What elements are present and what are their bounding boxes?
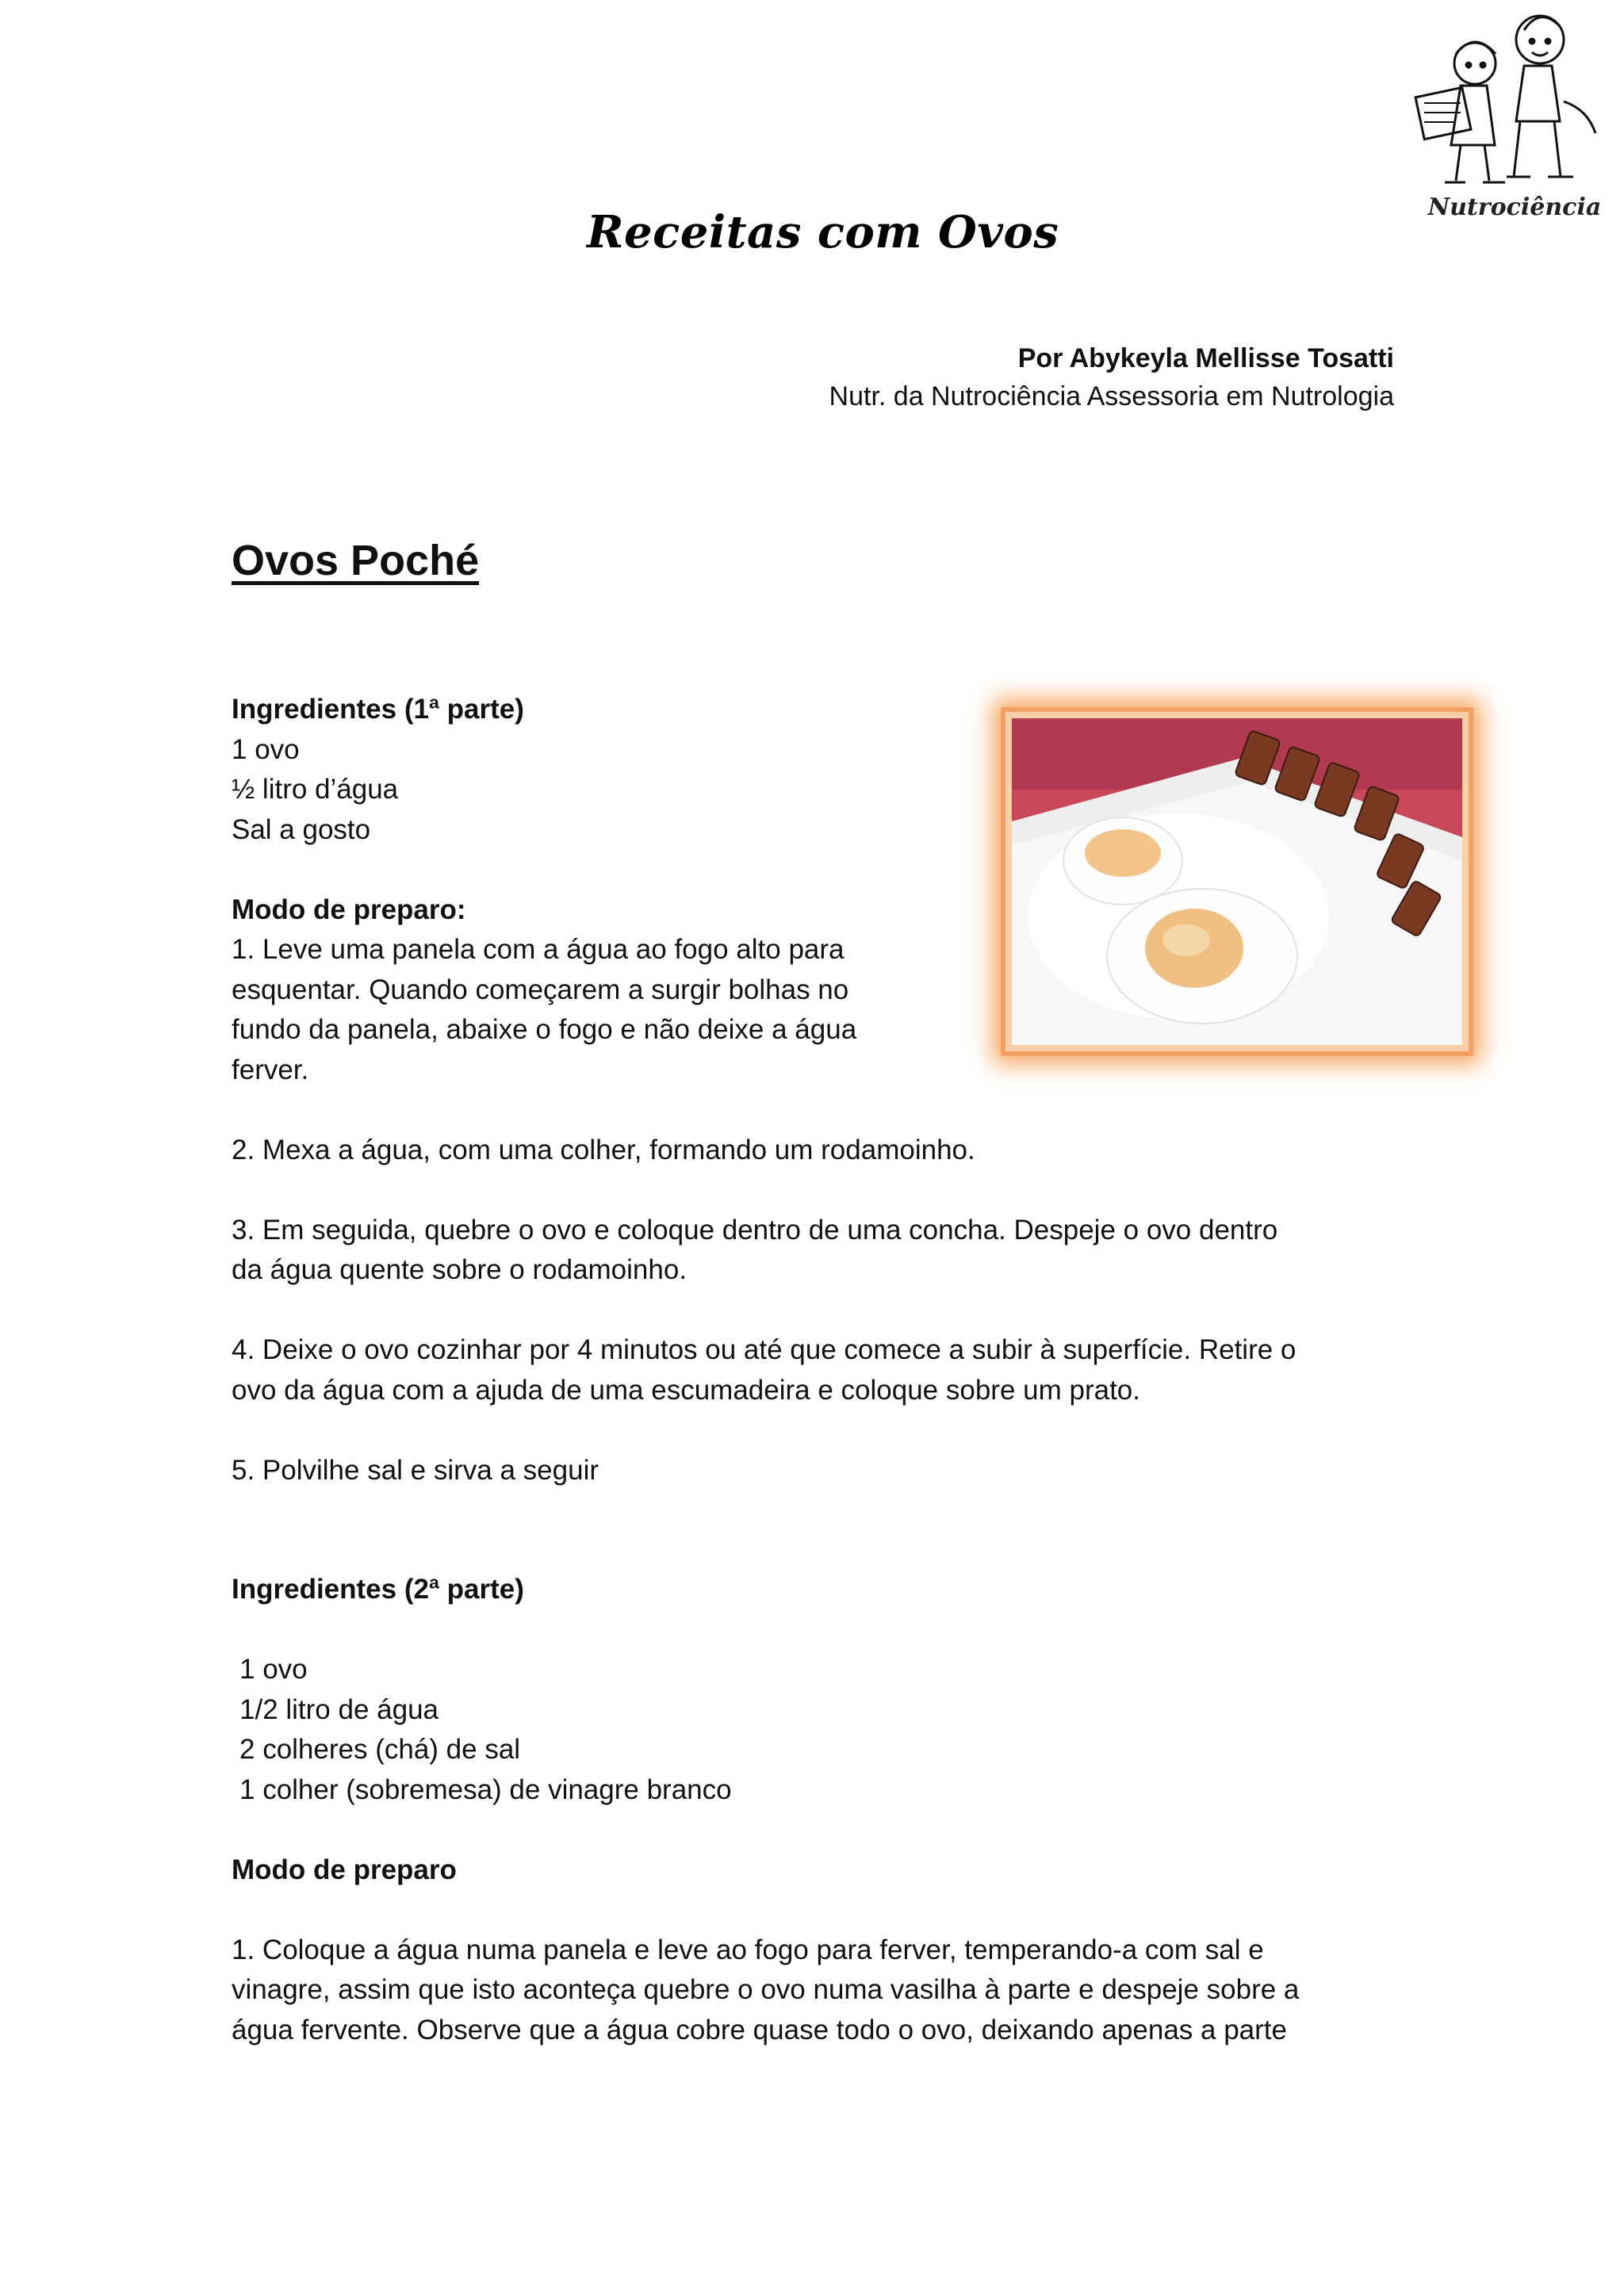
poached-egg-photo [1012, 718, 1462, 1045]
step-line: ovo da água com a ajuda de uma escumadeira e coloque sobre um prato. [232, 1374, 1140, 1406]
step-line: 2. Mexa a água, com uma colher, formando um rodamoinho. [232, 1134, 975, 1165]
step-line: 5. Polvilhe sal e sirva a seguir [232, 1454, 599, 1486]
ingredient-item: 1 ovo [239, 1654, 308, 1685]
step-line: 3. Em seguida, quebre o ovo e coloque dentro de uma concha. Despeje o ovo dentro [232, 1214, 1278, 1246]
author-affiliation: Nutr. da Nutrociência Assessoria em Nutrologia [829, 381, 1394, 411]
ingredient-item: Sal a gosto [232, 813, 371, 845]
recipe-title: Ovos Poché [232, 537, 480, 584]
step-line: água fervente. Observe que a água cobre quase todo o ovo, deixando apenas a parte [232, 2014, 1287, 2045]
step-line: 1. Coloque a água numa panela e leve ao fogo para ferver, temperando-a com sal e [232, 1934, 1264, 1965]
poached-egg-photo-frame [1001, 707, 1473, 1056]
ingredient-item: 1 ovo [232, 733, 300, 765]
step-line: ferver. [232, 1054, 309, 1085]
step-line: 4. Deixe o ovo cozinhar por 4 minutos ou até que comece a subir à superfície. Retire o [232, 1334, 1297, 1365]
ingredient-item: 2 colheres (chá) de sal [239, 1734, 521, 1765]
byline [829, 339, 1394, 415]
author-name: Por Abykeyla Mellisse Tosatti [1017, 343, 1394, 373]
part2-heading: Ingredientes (2ª parte) [232, 1574, 524, 1605]
step-line: fundo da panela, abaixe o fogo e não deixe a água [232, 1014, 857, 1045]
ingredient-item: 1/2 litro de água [239, 1693, 439, 1725]
step-line: esquentar. Quando começarem a surgir bolhas no [232, 974, 849, 1005]
ingredient-item: 1 colher (sobremesa) de vinagre branco [239, 1774, 732, 1805]
part1-method-heading: Modo de preparo: [232, 894, 466, 925]
ingredient-item: ½ litro d’água [232, 774, 399, 805]
step-line: vinagre, assim que isto aconteça quebre o ovo numa vasilha à parte e despeje sobre a [232, 1974, 1300, 2005]
part2-block [232, 1570, 1299, 2050]
document-title: Receitas com Ovos [587, 206, 1059, 258]
logo-wordmark: Nutrociência [1427, 193, 1602, 221]
part1-heading: Ingredientes (1ª parte) [232, 694, 524, 725]
step-line: da água quente sobre o rodamoinho. [232, 1254, 688, 1285]
step-line: 1. Leve uma panela com a água ao fogo alto para [232, 934, 845, 965]
part2-method-heading: Modo de preparo [232, 1854, 457, 1885]
